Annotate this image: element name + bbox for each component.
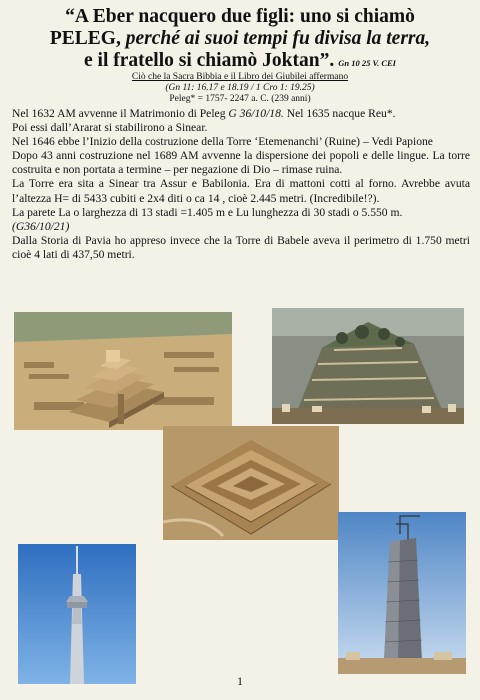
tower-of-babel-artwork-image [272,308,464,424]
paragraph-3: Nel 1646 ebbe l’Inizio della costruzione della Torre ‘Etemenanchi’ (Ruine) – Vedi Papione [12,135,433,149]
title-peleg: PELEG, [49,28,126,49]
title-line-3 [20,50,460,74]
page-title [20,6,460,74]
paragraph-5: La Torre era sita a Sinear tra Assur e Babilonia. Era di mattoni cotti al forno. Avrebbe avuta l’altezza H= di 5433 cubiti e 2x4 diti o ca 14 , cioè 2.445 metri. (Incredibile!?). [12,177,470,205]
paragraph-6: La parete La o larghezza di 13 stadi =1.405 m e Lu lunghezza di 30 stadi o 5.550 m. [12,205,403,219]
paragraph-6-reference: (G36/10/21) [12,219,70,233]
title-line-1: “A Eber nacquero due figli: uno si chiamò [65,6,415,27]
ziggurat-reconstruction-image [14,312,232,430]
paragraph-2: Poi essi dall’Ararat si stabilirono a Sinear. [12,121,208,135]
subtitle-verses: (Gn 11: 16.17 e 18.19 / 1 Cro 1: 19.25) [165,83,315,93]
subtitle-block [60,72,420,105]
paragraph-1-text-b: Nel 1635 nacque Reu*. [283,107,396,120]
paragraph-1 [12,107,470,121]
cn-tower-photo-image [18,544,136,684]
paragraph-7: Dalla Storia di Pavia ho appreso invece che la Torre di Babele aveva il perimetro di 1.750 metri cioè 4 lati di 437,50 metri. [12,233,470,261]
page-number: 1 [237,674,243,688]
subtitle-sources: Ciò che la Sacra Bibbia e il Libro dei Giubilei affermano [131,72,349,82]
paragraph-1-reference: G 36/10/18. [228,107,284,120]
skyscraper-construction-image [338,512,466,674]
subtitle-peleg-dates: Peleg* = 1757- 2247 a. C. (239 anni) [169,94,311,104]
title-line-2 [20,28,460,50]
paragraph-4: Dopo 43 anni costruzione nel 1689 AM avvenne la dispersione dei popoli e delle lingue. La torre costruita e non portata a termine – per negazione di Dio – rimase ruina. [12,149,470,177]
body-text [12,107,470,262]
title-line-2-italic: perché ai suoi tempi fu divisa la terra, [125,28,431,49]
ziggurat-ruins-aerial-image [163,426,339,540]
paragraph-1-text-a: Nel 1632 AM avvenne il Matrimonio di Peleg [12,107,229,120]
title-reference: Gn 10 25 V. CEI [338,58,396,68]
title-joktan: e il fratello si chiamò Joktan”. [84,50,335,71]
